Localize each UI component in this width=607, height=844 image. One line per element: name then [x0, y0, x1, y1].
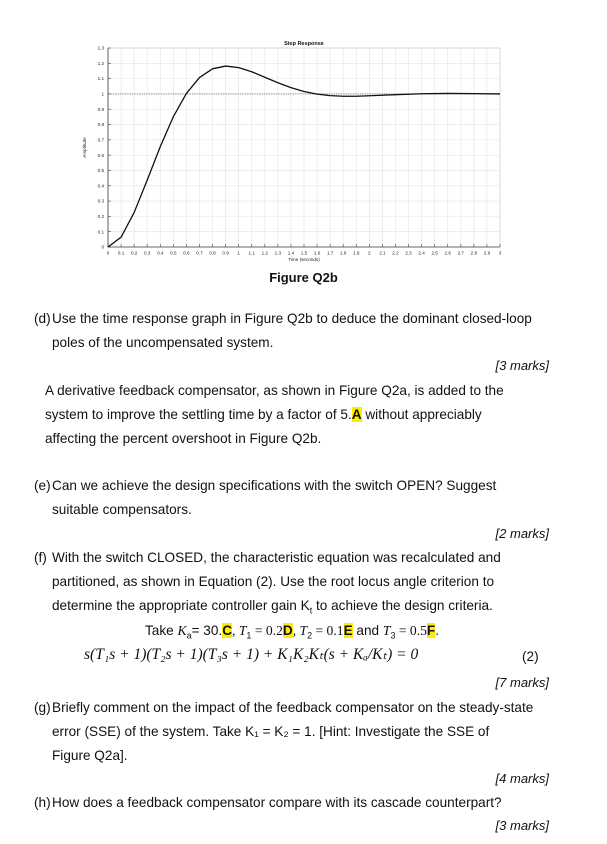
x-tick-label: 1.7: [326, 250, 334, 256]
y-tick-label: 0: [101, 244, 104, 250]
take-prefix: Take: [145, 623, 178, 638]
take-values: Take $K_a= 30.C$, $T_1 = 0.2D$, $T_2 = 0.1E$ and $T_3 = 0.5F$.: [145, 623, 440, 641]
intro-line-2-b: without appreciably: [361, 407, 482, 422]
part-h-marks: [3 marks]: [495, 818, 549, 833]
y-tick-label: 1.1: [97, 76, 104, 82]
kt-subscript: t: [309, 605, 313, 616]
x-tick-label: 3: [498, 250, 502, 256]
ka-symbol: K: [177, 623, 187, 638]
part-h-label: (h): [34, 795, 51, 810]
t2-subscript: 2: [307, 630, 313, 641]
part-g-label: (g): [34, 700, 51, 715]
y-tick-label: 1: [101, 91, 104, 97]
y-tick-label: 0.9: [97, 106, 104, 112]
highlight-f: F: [426, 623, 436, 638]
x-tick-label: 0.6: [183, 250, 190, 256]
part-g-line-1: Briefly comment on the impact of the feedback compensator on the steady-state: [52, 700, 534, 715]
and-word: and: [352, 623, 383, 638]
part-d-line-2: poles of the uncompensated system.: [52, 335, 274, 350]
x-tick-label: 0.1: [117, 250, 125, 256]
highlight-a: A: [351, 407, 362, 422]
part-f-marks: [7 marks]: [495, 675, 549, 690]
x-tick-label: 0: [106, 250, 110, 256]
x-tick-label: 0.3: [144, 250, 151, 256]
part-d-marks: [3 marks]: [495, 358, 549, 373]
y-tick-label: 0.8: [97, 122, 104, 128]
part-f-line-3-a: determine the appropriate controller gain K: [52, 598, 310, 613]
x-tick-label: 1.9: [353, 250, 360, 256]
x-tick-label: 1.3: [274, 250, 282, 256]
t2-value: = 0.1: [312, 623, 344, 638]
part-g-marks: [4 marks]: [495, 771, 549, 786]
x-tick-label: 0.4: [157, 250, 164, 256]
y-tick-label: 0.2: [97, 213, 104, 219]
highlight-d: D: [282, 623, 293, 638]
y-tick-label: 1.3: [97, 45, 104, 51]
x-tick-label: 2.1: [379, 250, 386, 256]
t1-subscript: 1: [246, 630, 252, 641]
y-tick-label: 0.6: [97, 152, 104, 158]
ka-value: = 30.: [191, 623, 223, 638]
part-f-label: (f): [34, 550, 47, 565]
x-tick-label: 0.2: [130, 250, 138, 256]
intro-line-3: affecting the percent overshoot in Figure Q2b.: [45, 431, 322, 446]
part-g-line-2: error (SSE) of the system. Take K₁ = K₂ = 1. [Hint: Investigate the SSE of: [52, 724, 490, 739]
ka-subscript: a: [186, 630, 192, 641]
highlight-e: E: [343, 623, 353, 638]
x-tick-label: 2.2: [392, 250, 399, 256]
part-d-label: (d): [34, 311, 51, 326]
x-tick-label: 2.4: [418, 250, 425, 256]
x-tick-label: 0.7: [196, 250, 203, 256]
x-tick-label: 2.7: [457, 250, 464, 256]
t3-subscript: 3: [390, 630, 396, 641]
y-tick-label: 0.4: [97, 183, 104, 189]
part-h-line-1: How does a feedback compensator compare with its cascade counterpart?: [52, 795, 502, 810]
y-tick-label: 0.7: [97, 137, 104, 143]
step-response-chart: [0, 0, 607, 270]
x-tick-label: 2.3: [405, 250, 412, 256]
x-tick-label: 2.6: [444, 250, 451, 256]
y-axis-label: Amplitude: [82, 137, 87, 158]
part-e-line-1: Can we achieve the design specifications with the switch OPEN? Suggest: [52, 478, 497, 493]
x-tick-label: 1.5: [300, 250, 308, 256]
x-tick-label: 1.1: [248, 250, 255, 256]
highlight-c: C: [222, 623, 233, 638]
y-tick-label: 1.2: [97, 60, 104, 66]
x-tick-label: 1.8: [340, 250, 347, 256]
t1-value: = 0.2: [251, 623, 283, 638]
x-tick-label: 0.5: [170, 250, 177, 256]
chart-title: Step Response: [284, 41, 324, 47]
t3-symbol: T: [382, 623, 391, 638]
intro-line-2-a: system to improve the settling time by a factor of 5.: [45, 407, 352, 422]
intro-line-1: A derivative feedback compensator, as shown in Figure Q2a, is added to the: [45, 383, 504, 398]
x-axis-label: Time (seconds): [288, 257, 320, 262]
x-tick-label: 0.9: [222, 250, 229, 256]
part-f-line-2: partitioned, as shown in Equation (2). Use the root locus angle criterion to: [52, 574, 495, 589]
t3-value: = 0.5: [395, 623, 427, 638]
x-tick-label: 1.2: [261, 250, 268, 256]
x-tick-label: 1.6: [313, 250, 321, 256]
x-tick-label: 2.9: [483, 250, 491, 256]
part-d-line-1: Use the time response graph in Figure Q2b to deduce the dominant closed-loop: [52, 311, 532, 326]
x-tick-label: 2.5: [431, 250, 438, 256]
x-tick-label: 1.4: [287, 250, 295, 256]
y-tick-label: 0.3: [97, 198, 104, 204]
t1-symbol: , T: [232, 623, 247, 638]
x-tick-label: 1: [237, 250, 240, 256]
equation-2: s(T₁s + 1)(T₂s + 1)(T₃s + 1) + K₁K₂Kₜ(s + Kₐ/Kₜ) = 0: [84, 646, 419, 663]
part-g-line-3: Figure Q2a].: [52, 748, 128, 763]
figure-caption: Figure Q2b: [269, 270, 338, 285]
part-e-marks: [2 marks]: [495, 526, 549, 541]
x-tick-label: 0.8: [209, 250, 216, 256]
y-tick-label: 0.5: [97, 168, 104, 174]
x-tick-label: 2: [368, 250, 371, 256]
y-tick-label: 0.1: [97, 229, 104, 235]
part-e-label: (e): [34, 478, 51, 493]
part-e-line-2: suitable compensators.: [52, 502, 192, 517]
take-period: .: [435, 623, 440, 638]
x-tick-label: 2.8: [470, 250, 478, 256]
part-f-line-3-b: to achieve the design criteria.: [312, 598, 493, 613]
intro-line-2: [45, 403, 482, 428]
part-f-line-1: With the switch CLOSED, the characteristic equation was recalculated and: [52, 550, 501, 565]
t2-symbol: T: [299, 623, 308, 638]
equation-number: (2): [522, 649, 539, 664]
